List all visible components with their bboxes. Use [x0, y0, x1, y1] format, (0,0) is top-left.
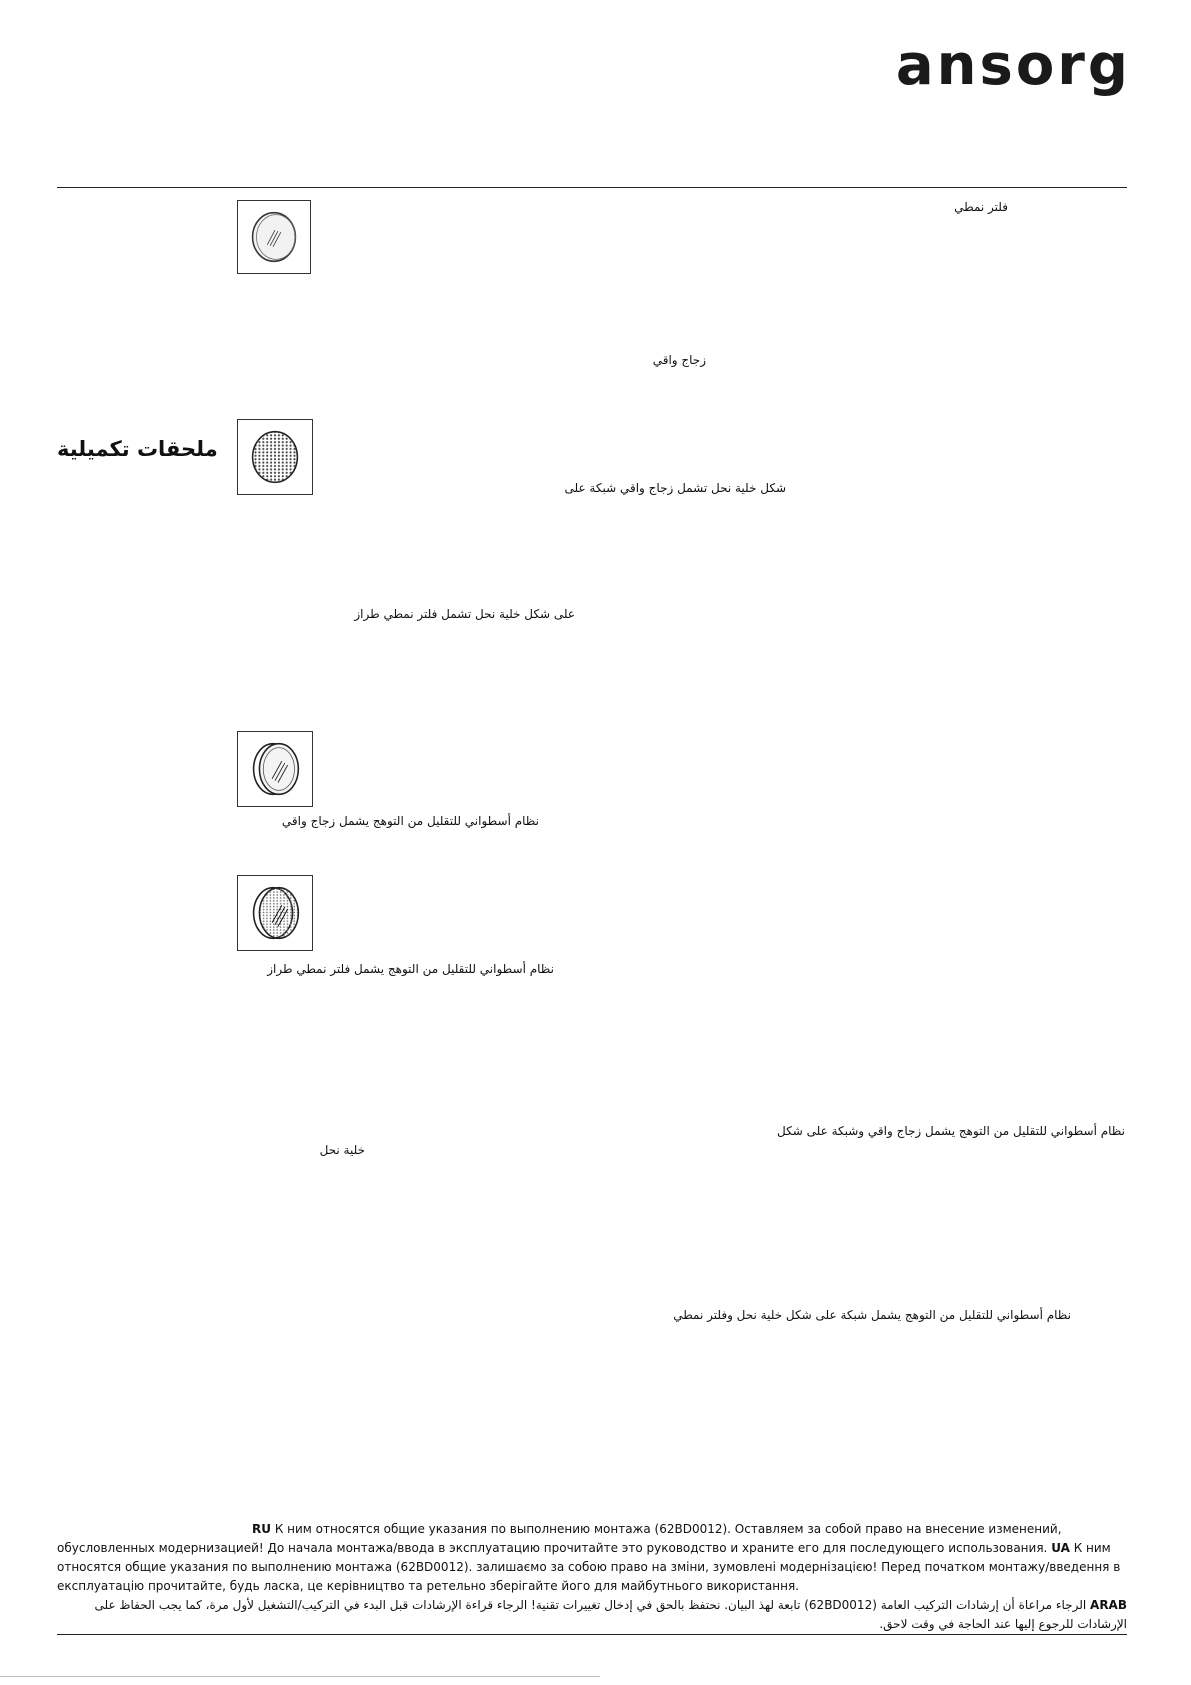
- item-cylinder-filter-label: نظام أسطواني للتقليل من التوهج يشمل فلتر نمطي طراز: [267, 962, 554, 976]
- glare-cylinder-filter-icon: [237, 875, 313, 951]
- item-cylinder-glass-honeycomb-label: نظام أسطواني للتقليل من التوهج يشمل زجاج واقي وشبكة على شكل: [777, 1124, 1125, 1138]
- item-cylinder-glass-label: نظام أسطواني للتقليل من التوهج يشمل زجاج واقي: [281, 814, 539, 828]
- lang-code-ru: RU: [252, 1522, 271, 1536]
- notice-arab: [57, 1596, 1127, 1634]
- section-title: ملحقات تكميلية: [57, 437, 218, 461]
- item-cylinder-glass-honeycomb-label-cont: خلية نحل: [319, 1143, 365, 1157]
- item-honeycomb-filter-label: على شكل خلية نحل تشمل فلتر نمطي طراز: [354, 607, 575, 621]
- lang-code-ua: UA: [1051, 1541, 1070, 1555]
- item-pattern-filter-label: فلتر نمطي: [954, 200, 1008, 214]
- installation-notice: [57, 1520, 1127, 1634]
- page-edge-line: [0, 1676, 600, 1677]
- notice-ua-text: К ним относятся общие указания по выполнению монтажа (62BD0012). залишаємо за собою право на зміни, зумовлені модернізацією! Перед початком монтажу/введення в експлуатацію прочитайте, будь ласка, це керівництво та ретельно зберігайте його для майбутнього використання.: [57, 1541, 1121, 1593]
- pattern-filter-disc-icon: [237, 200, 311, 274]
- notice-ru-text: К ним относятся общие указания по выполнению монтажа (62BD0012). Оставляем за собой право на внесение изменений, обусловленных модернизацией! До начала монтажа/ввода в эксплуатацию прочитайте это руководство и храните его для последующего использования.: [57, 1522, 1062, 1555]
- lang-code-arab: ARAB: [1090, 1598, 1127, 1612]
- item-protective-glass-label: زجاج واقي: [652, 353, 706, 367]
- header-divider: [57, 187, 1127, 188]
- item-honeycomb-glass-label: شكل خلية نحل تشمل زجاج واقي شبكة على: [564, 481, 786, 495]
- glare-cylinder-glass-icon: [237, 731, 313, 807]
- honeycomb-grid-icon: [237, 419, 313, 495]
- footer-divider: [57, 1634, 1127, 1635]
- item-cylinder-honeycomb-filter-label: نظام أسطواني للتقليل من التوهج يشمل شبكة على شكل خلية نحل وفلتر نمطي: [673, 1308, 1071, 1322]
- brand-logo: ansorg: [895, 33, 1131, 98]
- notice-arab-text: الرجاء مراعاة أن إرشادات التركيب العامة (62BD0012) تابعة لهذ البيان. نحتفظ بالحق في إدخال تغييرات تقنية! الرجاء قراءة الإرشادات قبل البدء في التركيب/التشغيل لأول مرة، كما يجب الحفاظ على الإرشادات للرجوع إليها عند الحاجة في وقت لاحق.: [94, 1598, 1127, 1631]
- notice-ru-ua: [57, 1520, 1127, 1596]
